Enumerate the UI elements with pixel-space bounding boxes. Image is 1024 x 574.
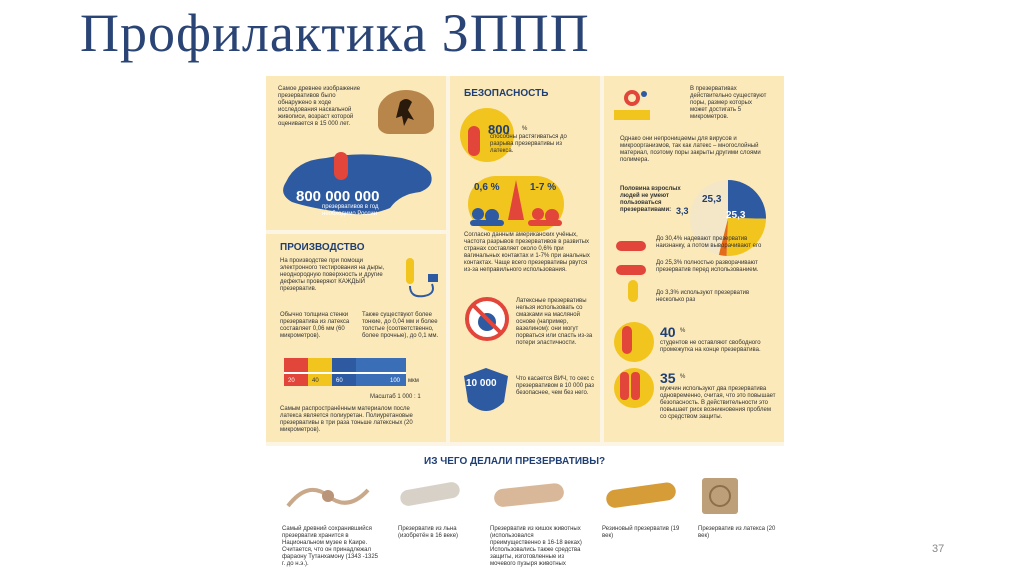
shield-icon xyxy=(464,368,508,418)
couple-icon-left xyxy=(470,206,506,226)
history-item-linen: Презерватив из льна (изобретён в 16 веке) xyxy=(398,526,459,539)
couple-icon-right xyxy=(528,206,564,226)
history-item-ancient: Самый древний сохранившийся презерватив хранится в Национальном музее в Каире. Считается, что он принадлежал фараону Тутанхамону (1343 -1325 г. до н.э.). xyxy=(282,526,378,567)
electric-plug-icon xyxy=(402,256,442,300)
history-item-latex: Презерватив из латекса (20 век) xyxy=(698,526,776,539)
safety-title: БЕЗОПАСНОСТЬ xyxy=(464,88,549,99)
stat-unrolled: До 25,3% полностью разворачивают презерватив перед использованием. xyxy=(656,260,759,273)
ancient-condom-image xyxy=(282,476,372,516)
pores-text: В презервативах действительно существуют поры, размер которых может достигать 5 микрометров. xyxy=(690,86,767,120)
rubber-condom-image xyxy=(602,482,682,512)
no-oil-icon xyxy=(464,296,510,342)
cave-drawing-icon xyxy=(378,90,434,134)
pct-b: 1-7 % xyxy=(530,182,557,193)
scale-ratio: Масштаб 1 000 : 1 xyxy=(370,394,421,400)
big-number: 800 000 000 xyxy=(296,188,380,205)
page-number: 37 xyxy=(932,543,945,555)
pct800-sign: % xyxy=(522,126,528,132)
men-pct-sign: % xyxy=(680,374,686,380)
virus-icon xyxy=(612,84,652,124)
pie-intro: Половина взрослых людей не умеют пользоваться презервативами: xyxy=(620,186,681,213)
safety-panel xyxy=(450,76,600,442)
history-section xyxy=(266,446,784,570)
history-item-intestine: Презерватив из кишок животных (использовался преимущественно в 16-18 веках) Использовались также средства защиты, изготовленные из мочевого пузыря животных xyxy=(490,526,582,567)
usage-panel xyxy=(604,76,784,442)
linen-condom-image xyxy=(396,480,466,510)
big-number-caption: презервативов в год необходимо России xyxy=(322,204,379,217)
men-text: мужчин используют два презерватива одновременно, считая, что это повышает безопасность. В действительности это повышает риск возникновения проблем со средством защиты. xyxy=(660,386,776,420)
production-title: ПРОИЗВОДСТВО xyxy=(280,242,365,253)
hiv-text: Что касается ВИЧ, то секс с презервативом в 10 000 раз безопаснее, чем без него. xyxy=(516,376,595,396)
scale-label-100: 100 xyxy=(390,378,401,384)
history-item-rubber: Резиновый презерватив (19 век) xyxy=(602,526,680,539)
scale-label-60: 60 xyxy=(336,378,343,384)
men-condom-icon xyxy=(620,372,644,402)
pie-label-1: 25,3 xyxy=(702,194,722,205)
lubricant-text: Латексные презервативы нельзя использовать со смазками на масляной основе (например, вазелином): они могут порваться или спасть из-за потери эластичности. xyxy=(516,298,593,346)
students-condom-icon xyxy=(620,326,634,356)
pct800-text: способны растягиваться до разрыва презервативы из латекса. xyxy=(490,134,567,154)
scale-unit: мкм xyxy=(408,378,419,384)
scale-label-20: 20 xyxy=(288,378,295,384)
impermeable-text: Однако они непроницаемы для вирусов и микроорганизмов, так как латекс – многослойный материал, поэтому поры закрыты другими слоями полимера. xyxy=(620,136,761,163)
pct800-value: 800 xyxy=(488,122,510,137)
students-text: студентов не оставляют свободного промежутка на конце презерватива. xyxy=(660,340,761,353)
students-pct-sign: % xyxy=(680,328,686,334)
students-pct: 40 xyxy=(660,324,676,340)
production-text: На производстве при помощи электронного тестирования на дыры, неоднородную поверхность и другие дефекты проверяют КАЖДЫЙ презерватив. xyxy=(280,258,385,292)
production-panel xyxy=(266,234,446,442)
pct-a: 0,6 % xyxy=(474,182,500,193)
badge-10000: 10 000 xyxy=(466,378,497,389)
history-title: ИЗ ЧЕГО ДЕЛАЛИ ПРЕЗЕРВАТИВЫ? xyxy=(424,456,606,467)
intro-text: Самое древнее изображение презервативов было обнаружено в ходе исследования наскальной живописи, возраст которой оценивается в 15 000 лет. xyxy=(278,86,361,127)
intestine-condom-image xyxy=(490,482,570,512)
condom-icon xyxy=(466,126,482,160)
stat-inside-out: До 30,4% надевают презерватив наизнанку, а потом выворачивают его xyxy=(656,236,762,249)
polyurethane-text: Самым распространённым материалом после латекса является полиуретан. Полиуретановые презервативы в три раза тоньше латексных (20 микрометров). xyxy=(280,406,413,433)
stat-reuse: До 3,3% используют презерватив несколько раз xyxy=(656,290,750,303)
men-pct: 35 xyxy=(660,370,676,386)
scale-label-40: 40 xyxy=(312,378,319,384)
break-text: Согласно данным американских учёных, частота разрывов презервативов в развитых странах составляет около 0,6% при вагинальных контактах и 1-7% при анальных контактах. Чаще всего презервативы рвутся из-за неправильного использования. xyxy=(464,232,590,273)
thickness-scale xyxy=(284,358,420,394)
thin-text: Также существуют более тонкие, до 0,04 мм и более толстые (соответственно, более прочные), до 0,1 мм. xyxy=(362,312,439,339)
latex-condom-image xyxy=(700,476,740,516)
slide-title: Профилактика ЗППП xyxy=(80,3,590,63)
infographic-poster xyxy=(266,76,784,570)
condom-unrolled-icon xyxy=(616,262,652,278)
pie-label-3: 3,3 xyxy=(676,206,689,216)
condom-reuse-icon xyxy=(616,280,652,304)
split-icon xyxy=(506,180,526,220)
thickness-text: Обычно толщина стенки презерватива из латекса составляет 0,06 мм (60 микрометров). xyxy=(280,312,350,339)
condom-inside-out-icon xyxy=(616,238,652,254)
left-intro-panel xyxy=(266,76,446,230)
pie-label-2: 25,3 xyxy=(726,210,746,221)
